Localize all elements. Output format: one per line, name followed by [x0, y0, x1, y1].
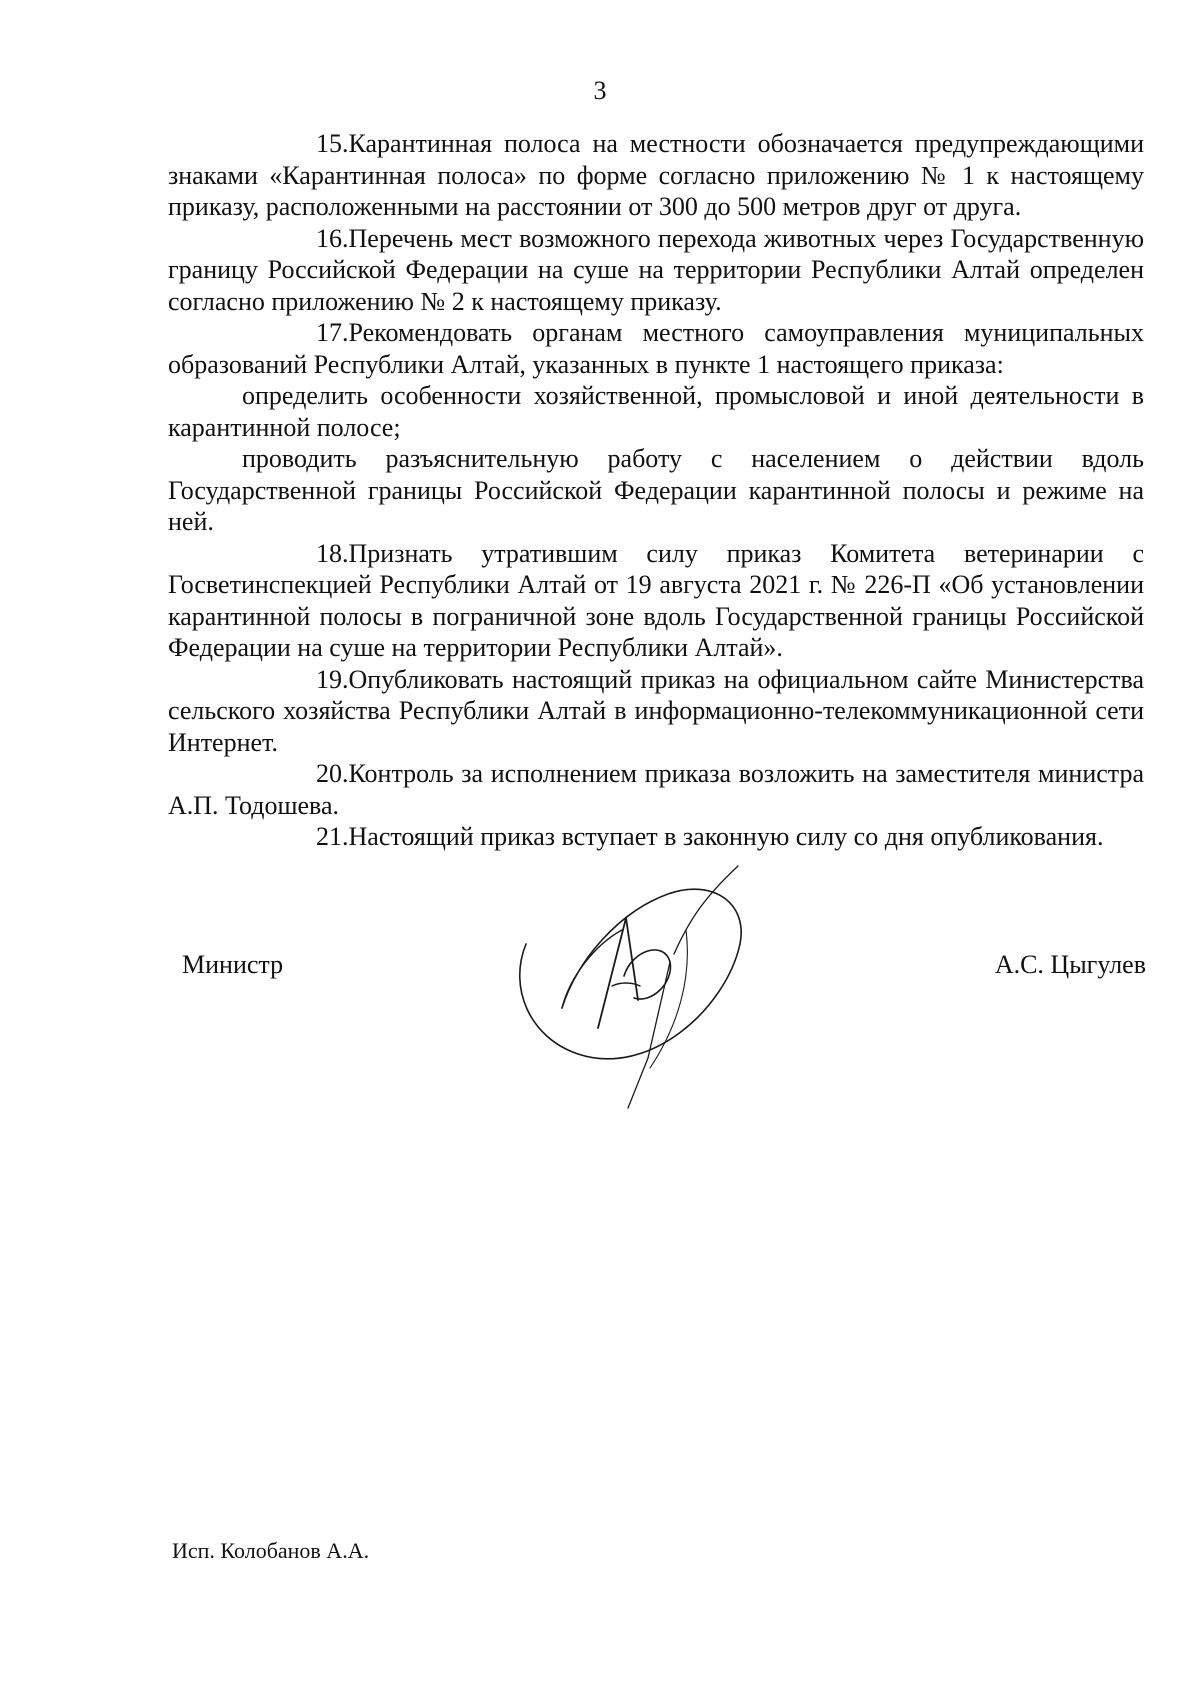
executor-note: Исп. Колобанов А.А.	[172, 1538, 370, 1563]
item-17	[168, 317, 1144, 380]
page-number: 3	[593, 76, 607, 105]
handwritten-signature	[500, 858, 820, 1118]
item-text: Настоящий приказ вступает в законную силу со дня опубликования.	[348, 822, 1104, 851]
item-number: 21.	[316, 822, 349, 851]
item-text: Рекомендовать органам местного самоуправления муниципальных образований Республики Алтай, указанных в пункте 1 настоящего приказа:	[168, 318, 1144, 379]
item-20	[168, 758, 1144, 821]
item-16	[168, 223, 1144, 318]
item-number: 15.	[316, 129, 349, 158]
item-17-subparagraph: проводить разъяснительную работу с населением о действии вдоль Государственной границы Российской Федерации карантинной полосы и режиме на ней.	[168, 444, 1144, 536]
item-text: Карантинная полоса на местности обозначается предупреждающими знаками «Карантинная полоса» по форме согласно приложению № 1 к настоящему приказу, расположенными на расстоянии от 300 до 500 метров друг от друга.	[168, 129, 1144, 221]
item-text: Контроль за исполнением приказа возложить на заместителя министра А.П. Тодошева.	[168, 759, 1144, 820]
item-number: 20.	[316, 759, 349, 788]
item-text: Признать утратившим силу приказ Комитета ветеринарии с Госветинспекцией Республики Алтай от 19 августа 2021 г. № 226-П «Об установлении карантинной полосы в пограничной зоне вдоль Государственной границы Российской Федерации на суше на территории Республики Алтай».	[168, 538, 1144, 662]
order-text	[168, 128, 1144, 853]
item-number: 18.	[316, 538, 349, 568]
item-21	[168, 821, 1144, 853]
item-number: 17.	[316, 318, 349, 347]
item-18	[168, 538, 1144, 664]
signatory-position: Министр	[182, 950, 284, 979]
signatory-name: А.С. Цыгулев	[994, 950, 1146, 979]
item-text: Опубликовать настоящий приказ на официальном сайте Министерства сельского хозяйства Республики Алтай в информационно-телекоммуникационной сети Интернет.	[168, 664, 1144, 757]
item-15	[168, 128, 1144, 223]
item-text: Перечень мест возможного перехода животных через Государственную границу Российской Федерации на суше на территории Республики Алтай определен согласно приложению № 2 к настоящему приказу.	[168, 223, 1144, 316]
item-number: 19.	[316, 664, 349, 694]
item-number: 16.	[316, 223, 349, 253]
item-19	[168, 664, 1144, 759]
item-17-subparagraph: определить особенности хозяйственной, промысловой и иной деятельности в карантинной полосе;	[168, 381, 1144, 442]
